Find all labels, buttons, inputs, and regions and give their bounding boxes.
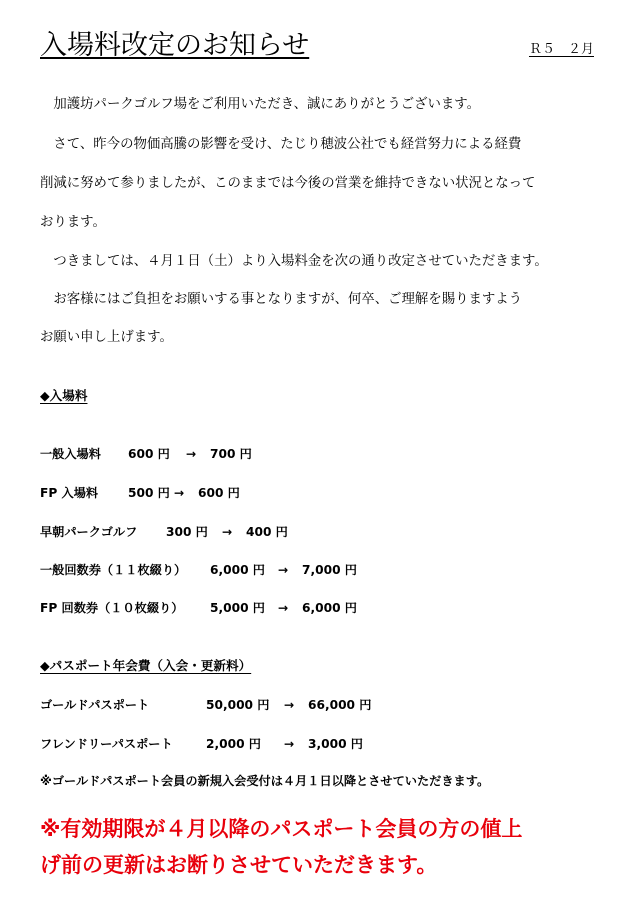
price-item-name: 早朝パークゴルフ (40, 525, 138, 539)
new-price: 66,000 円 (308, 698, 372, 712)
price-item-name: FP 回数券（１０枚綴り） (40, 601, 184, 615)
arrow-icon: → (222, 525, 233, 539)
arrow-icon: → (284, 737, 295, 751)
old-price: 500 円 (128, 486, 170, 500)
arrow-icon: → (174, 486, 185, 500)
paragraph-line: つきましては、４月１日（土）より入場料金を次の通り改定させていただきます。 (40, 254, 548, 269)
passport-heading: ◆パスポート年会費（入会・更新料） (40, 658, 252, 673)
arrow-icon: → (278, 601, 289, 615)
paragraph-line: さて、昨今の物価高騰の影響を受け、たじり穂波公社でも経営努力による経費 (40, 137, 522, 152)
issue-date: Ｒ５ ２月 (528, 42, 594, 57)
admission-heading: ◆入場料 (40, 388, 88, 403)
price-row (40, 483, 240, 503)
price-row (40, 522, 288, 542)
price-item-name: FP 入場料 (40, 486, 99, 500)
new-price: 6,000 円 (302, 601, 357, 615)
paragraph-line: 加護坊パークゴルフ場をご利用いただき、誠にありがとうございます。 (40, 97, 481, 112)
paragraph-line: お願い申し上げます。 (40, 330, 173, 345)
passport-note: ※ゴールドパスポート会員の新規入会受付は４月１日以降とさせていただきます。 (40, 774, 490, 788)
price-row (40, 598, 357, 618)
new-price: 600 円 (198, 486, 240, 500)
new-price: 400 円 (246, 525, 288, 539)
old-price: 2,000 円 (206, 737, 261, 751)
old-price: 5,000 円 (210, 601, 265, 615)
new-price: 700 円 (210, 447, 252, 461)
price-item-name: 一般回数券（１１枚綴り） (40, 563, 187, 577)
paragraph-line: おります。 (40, 215, 106, 230)
price-row (40, 695, 371, 715)
new-price: 7,000 円 (302, 563, 357, 577)
old-price: 300 円 (166, 525, 208, 539)
old-price: 600 円 (128, 447, 170, 461)
paragraph-line: お客様にはご負担をお願いする事となりますが、何卒、ご理解を賜りますよう (40, 292, 523, 307)
arrow-icon: → (186, 447, 197, 461)
price-row (40, 560, 357, 580)
new-price: 3,000 円 (308, 737, 363, 751)
page-title: 入場料改定のお知らせ (40, 30, 310, 61)
arrow-icon: → (284, 698, 295, 712)
warning-line: げ前の更新はお断りさせていただきます。 (40, 853, 438, 877)
paragraph-line: 削減に努めて参りましたが、このままでは今後の営業を維持できない状況となって (40, 176, 536, 191)
price-item-name: フレンドリーパスポート (40, 737, 173, 751)
price-row (40, 734, 363, 754)
arrow-icon: → (278, 563, 289, 577)
price-item-name: ゴールドパスポート (40, 698, 150, 712)
old-price: 6,000 円 (210, 563, 265, 577)
warning-line: ※有効期限が４月以降のパスポート会員の方の値上 (40, 817, 523, 841)
price-item-name: 一般入場料 (40, 447, 101, 461)
old-price: 50,000 円 (206, 698, 270, 712)
price-row (40, 444, 252, 464)
